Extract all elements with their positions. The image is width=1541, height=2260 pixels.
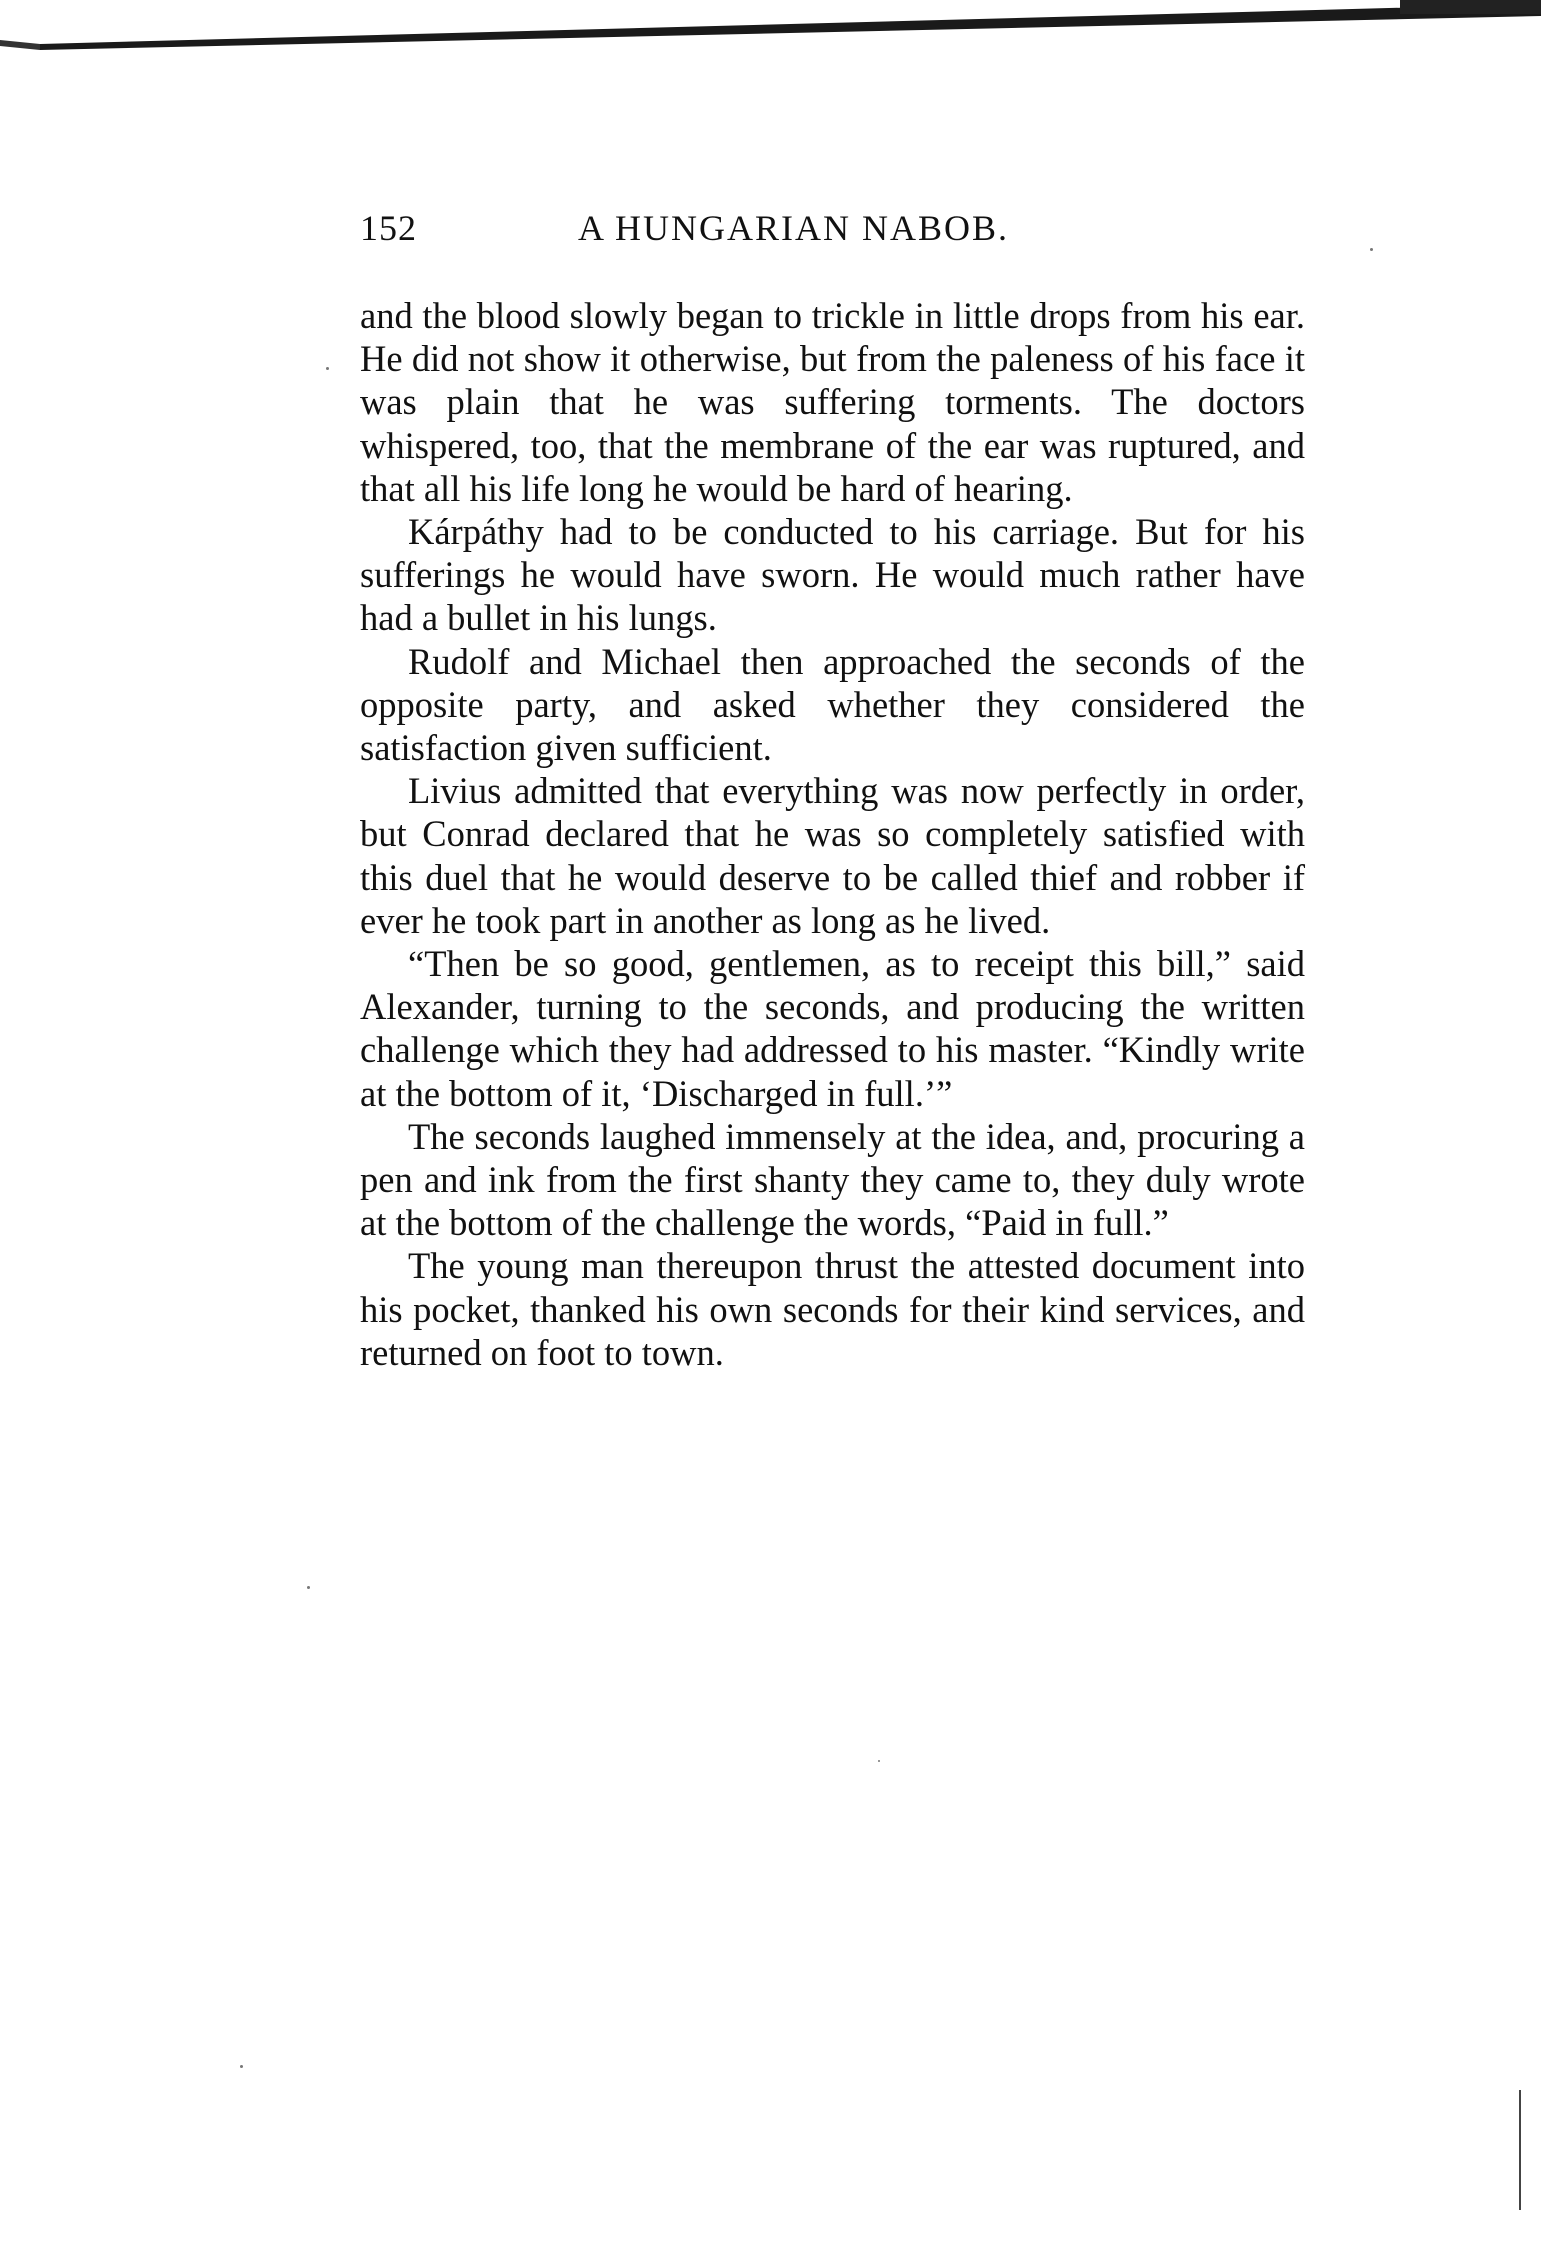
- paragraph: The young man thereupon thrust the attested document into his pocket, thanked his own seconds for their kind services, and returned on foot to town.: [360, 1245, 1305, 1373]
- paragraph: Kárpáthy had to be conducted to his carriage. But for his sufferings he would have sworn. He would much rather have had a bullet in his lungs.: [360, 511, 1305, 639]
- running-title: A HUNGARIAN NABOB.: [578, 208, 1010, 248]
- paper-speck: [326, 367, 329, 370]
- paper-speck: [307, 1586, 310, 1589]
- paragraph: The seconds laughed immensely at the idea, and, procuring a pen and ink from the first shanty they came to, they duly wrote at the bottom of the challenge the words, “Paid in full.”: [360, 1115, 1305, 1244]
- top-border-rule: [0, 0, 1541, 60]
- paper-speck: [878, 1760, 880, 1762]
- paper-speck: [1370, 248, 1373, 251]
- paragraph: Livius admitted that everything was now perfectly in order, but Conrad declared that he was so completely satisfied with this duel that he would deserve to be called thief and robber if ever he took part in another as long as he lived.: [360, 770, 1305, 941]
- page-edge-mark: [1517, 2090, 1523, 2210]
- page-header: [360, 207, 1305, 257]
- paper-speck: [240, 2065, 243, 2068]
- paragraph: and the blood slowly began to trickle in little drops from his ear. He did not show it otherwise, but from the paleness of his face it was plain that he was suffering torments. The doctors whispered, too, that the membrane of the ear was ruptured, and that all his life long he would be hard of hearing.: [360, 295, 1305, 509]
- page-number: 152: [360, 208, 417, 248]
- paragraph: “Then be so good, gentlemen, as to receipt this bill,” said Alexander, turning to the seconds, and producing the written challenge which they had addressed to his master. “Kindly write at the bottom of it, ‘Discharged in full.’”: [360, 943, 1305, 1114]
- paragraph: Rudolf and Michael then approached the seconds of the opposite party, and asked whether they considered the satisfaction given sufficient.: [360, 640, 1305, 769]
- body-text: [360, 294, 1305, 1374]
